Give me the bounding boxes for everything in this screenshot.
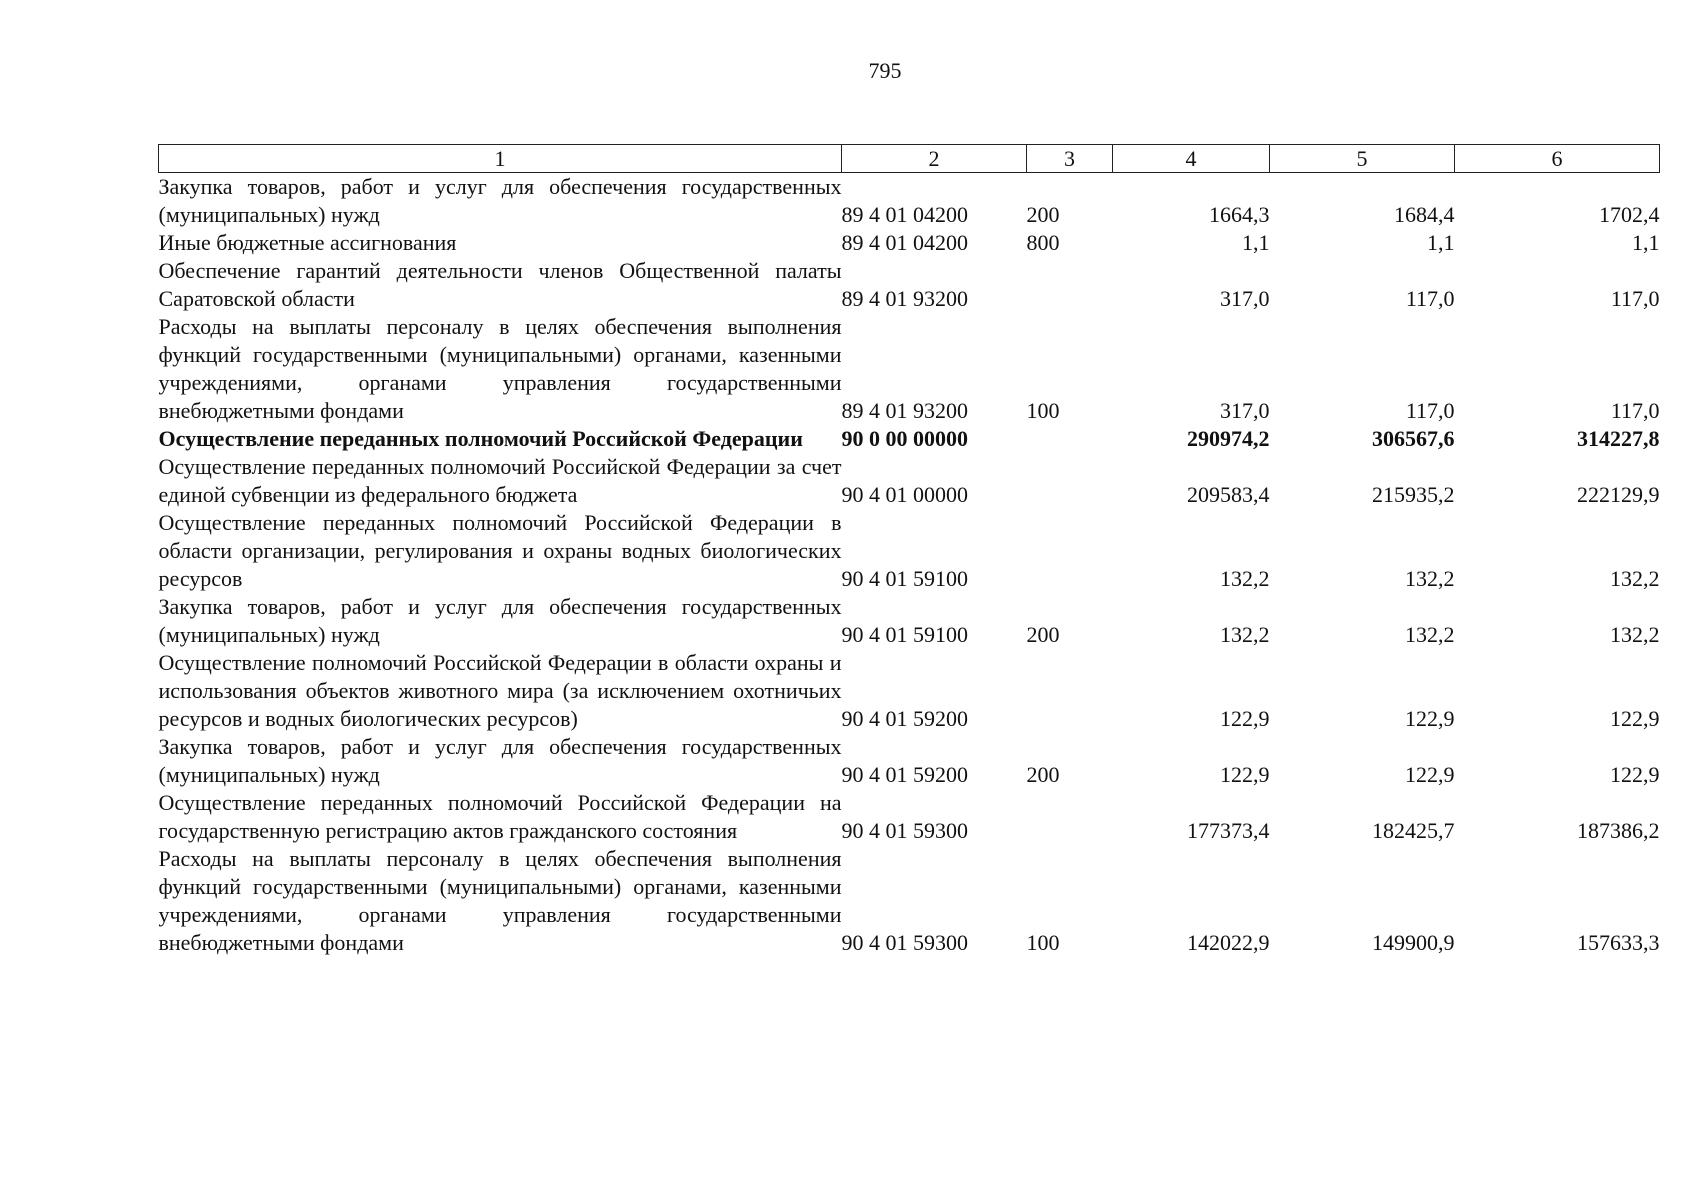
- row-description: Закупка товаров, работ и услуг для обеспечения государственных (муниципальных) нужд: [158, 594, 842, 647]
- row-expense-type: 200: [1026, 622, 1060, 647]
- row-value-col6: 117,0: [1610, 286, 1660, 311]
- row-description: Иные бюджетные ассигнования: [158, 230, 457, 255]
- row-expense-type: 800: [1026, 230, 1060, 255]
- row-value-col5: 132,2: [1405, 566, 1455, 591]
- table-row: [159, 229, 1660, 257]
- row-value-col5: 1,1: [1427, 230, 1455, 255]
- row-expense-type: [1027, 425, 1113, 453]
- row-value-col5: 122,9: [1405, 762, 1455, 787]
- row-description: Осуществление полномочий Российской Федерации в области охраны и использования объектов животного мира (за исключением охотничьих ресурсов и водных биологических ресурсов): [158, 650, 842, 731]
- row-description: Расходы на выплаты персоналу в целях обеспечения выполнения функций государственными (муниципальными) органами, казенными учреждениями, органами управления государственными внебюджетными фондами: [158, 846, 842, 955]
- row-value-col4: 142022,9: [1187, 930, 1270, 955]
- table-row: [159, 649, 1660, 733]
- row-value-col6: 117,0: [1610, 398, 1660, 423]
- row-code: 90 4 01 59100: [841, 622, 968, 647]
- column-header-5: 5: [1270, 145, 1455, 173]
- row-value-col4: 1664,3: [1209, 202, 1270, 227]
- row-value-col5: 117,0: [1405, 398, 1455, 423]
- row-expense-type: [1027, 509, 1113, 593]
- row-description: Осуществление переданных полномочий Российской Федерации в области организации, регулирования и охраны водных биологических ресурсов: [158, 510, 842, 591]
- row-value-col6: 157633,3: [1577, 930, 1660, 955]
- row-value-col4: 132,2: [1220, 622, 1270, 647]
- row-code: 89 4 01 93200: [841, 398, 968, 423]
- row-description: Расходы на выплаты персоналу в целях обеспечения выполнения функций государственными (муниципальными) органами, казенными учреждениями, органами управления государственными внебюджетными фондами: [158, 314, 842, 423]
- row-value-col6: 122,9: [1610, 706, 1660, 731]
- column-header-1: 1: [159, 145, 842, 173]
- row-value-col5: 132,2: [1405, 622, 1455, 647]
- row-value-col5: 1684,4: [1394, 202, 1455, 227]
- row-value-col4: 177373,4: [1187, 818, 1270, 843]
- row-code: 90 4 01 59200: [841, 706, 968, 731]
- table-row: [159, 845, 1660, 957]
- row-code: 90 0 00 00000: [841, 426, 968, 451]
- table-row: [159, 425, 1660, 453]
- row-value-col5: 215935,2: [1372, 482, 1455, 507]
- table-row: [159, 733, 1660, 789]
- row-code: 89 4 01 04200: [841, 202, 968, 227]
- row-value-col6: 122,9: [1610, 762, 1660, 787]
- row-code: 90 4 01 59100: [841, 566, 968, 591]
- table-header-row: [159, 145, 1660, 173]
- row-value-col5: 306567,6: [1372, 426, 1455, 451]
- row-expense-type: 200: [1026, 202, 1060, 227]
- row-value-col6: 314227,8: [1577, 426, 1660, 451]
- row-code: 90 4 01 59300: [841, 930, 968, 955]
- row-value-col6: 132,2: [1610, 566, 1660, 591]
- row-value-col5: 149900,9: [1372, 930, 1455, 955]
- row-value-col4: 132,2: [1220, 566, 1270, 591]
- row-expense-type: 200: [1026, 762, 1060, 787]
- table-row: [159, 313, 1660, 425]
- row-description: Осуществление переданных полномочий Российской Федерации за счет единой субвенции из федерального бюджета: [158, 454, 842, 507]
- row-expense-type: 100: [1026, 930, 1060, 955]
- row-expense-type: [1027, 257, 1113, 313]
- row-code: 90 4 01 59200: [841, 762, 968, 787]
- row-value-col4: 1,1: [1242, 230, 1270, 255]
- table-row: [159, 509, 1660, 593]
- row-code: 89 4 01 04200: [841, 230, 968, 255]
- row-description: Осуществление переданных полномочий Российской Федерации: [158, 426, 803, 451]
- row-expense-type: [1027, 453, 1113, 509]
- row-description: Обеспечение гарантий деятельности членов Общественной палаты Саратовской области: [158, 258, 842, 311]
- row-value-col6: 1702,4: [1599, 202, 1660, 227]
- table-row: [159, 453, 1660, 509]
- row-expense-type: 100: [1026, 398, 1060, 423]
- column-header-4: 4: [1113, 145, 1270, 173]
- row-value-col4: 122,9: [1220, 762, 1270, 787]
- row-expense-type: [1027, 789, 1113, 845]
- table-row: [159, 173, 1660, 230]
- row-value-col6: 187386,2: [1577, 818, 1660, 843]
- row-code: 90 4 01 00000: [841, 482, 968, 507]
- row-value-col4: 317,0: [1220, 398, 1270, 423]
- row-description: Осуществление переданных полномочий Российской Федерации на государственную регистрацию актов гражданского состояния: [158, 790, 842, 843]
- row-value-col5: 122,9: [1405, 706, 1455, 731]
- table-row: [159, 789, 1660, 845]
- row-value-col4: 209583,4: [1187, 482, 1270, 507]
- table-row: [159, 257, 1660, 313]
- row-code: 89 4 01 93200: [841, 286, 968, 311]
- page-number: 795: [868, 58, 902, 83]
- row-value-col6: 1,1: [1632, 230, 1660, 255]
- row-value-col6: 132,2: [1610, 622, 1660, 647]
- row-expense-type: [1027, 649, 1113, 733]
- row-value-col4: 317,0: [1220, 286, 1270, 311]
- table-row: [159, 593, 1660, 649]
- row-description: Закупка товаров, работ и услуг для обеспечения государственных (муниципальных) нужд: [158, 734, 842, 787]
- row-description: Закупка товаров, работ и услуг для обеспечения государственных (муниципальных) нужд: [158, 174, 842, 227]
- budget-table: [158, 144, 1660, 957]
- row-value-col5: 117,0: [1405, 286, 1455, 311]
- column-header-2: 2: [842, 145, 1027, 173]
- row-value-col6: 222129,9: [1577, 482, 1660, 507]
- row-value-col5: 182425,7: [1372, 818, 1455, 843]
- row-value-col4: 290974,2: [1187, 426, 1270, 451]
- column-header-3: 3: [1027, 145, 1113, 173]
- row-value-col4: 122,9: [1220, 706, 1270, 731]
- row-code: 90 4 01 59300: [841, 818, 968, 843]
- column-header-6: 6: [1455, 145, 1660, 173]
